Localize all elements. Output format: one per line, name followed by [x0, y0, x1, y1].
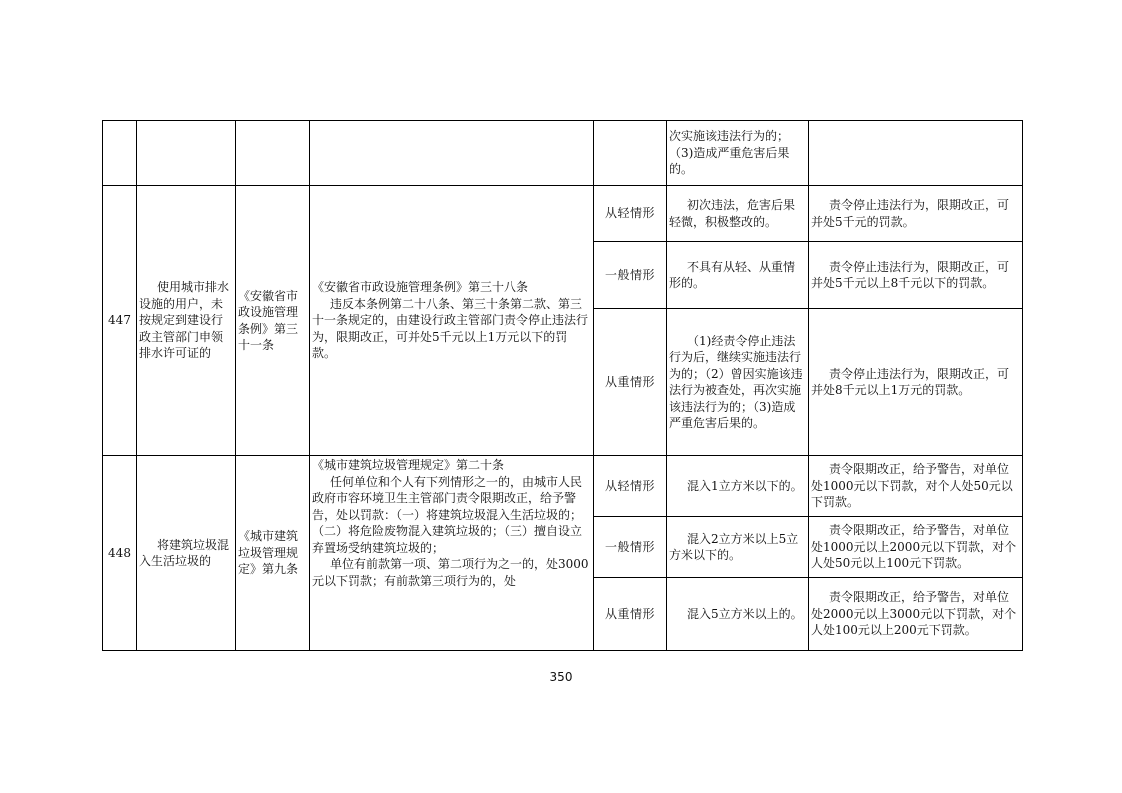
level-heavy: 从重情形: [594, 309, 667, 456]
row-number: 448: [103, 456, 137, 651]
level-general: 一般情形: [594, 242, 667, 309]
level-light: 从轻情形: [594, 186, 667, 242]
circumstance-heavy: （1)经责令停止违法行为后，继续实施违法行为的；（2）曾因实施该违法行为被查处，再次实施该违法行为的；（3)造成严重危害后果的。: [667, 309, 809, 456]
table-row-447-light: [103, 186, 1023, 242]
behavior-cell: [137, 121, 236, 186]
provision-title: 《安徽省市政设施管理条例》第三十八条: [312, 280, 529, 295]
penalty-cell: [809, 121, 1023, 186]
penalty-discretion-table: [102, 120, 1023, 651]
level-heavy: 从重情形: [594, 578, 667, 651]
number-cell: [103, 121, 137, 186]
penalty-general: 责令停止违法行为，限期改正，可并处5千元以上8千元以下的罚款。: [809, 242, 1023, 309]
table-row-continuation: [103, 121, 1023, 186]
table-row-448-light: [103, 456, 1023, 517]
penalty-heavy: 责令停止违法行为，限期改正，可并处8千元以上1万元的罚款。: [809, 309, 1023, 456]
illegal-behavior: 将建筑垃圾混入生活垃圾的: [137, 456, 236, 651]
level-general: 一般情形: [594, 517, 667, 578]
circumstance-light: 混入1立方米以下的。: [667, 456, 809, 517]
penalty-general: 责令限期改正，给予警告，对单位处1000元以上2000元以下罚款，对个人处50元以上100元下罚款。: [809, 517, 1023, 578]
level-light: 从轻情形: [594, 456, 667, 517]
provision-text: 违反本条例第二十八条、第三十条第二款、第三十一条规定的，由建设行政主管部门责令停止违法行为，限期改正，可并处5千元以上1万元以下的罚款。: [312, 296, 589, 361]
provision-title: 《城市建筑垃圾管理规定》第二十条: [312, 458, 505, 472]
circumstance-cell: 次实施该违法行为的；（3)造成严重危害后果的。: [667, 121, 809, 186]
illegal-behavior: 使用城市排水设施的用户，未按规定到建设行政主管部门申领排水许可证的: [137, 186, 236, 456]
circumstance-light: 初次违法，危害后果轻微，积极整改的。: [667, 186, 809, 242]
level-cell: [594, 121, 667, 186]
penalty-light: 责令停止违法行为，限期改正，可并处5千元的罚款。: [809, 186, 1023, 242]
law-cell: [310, 121, 594, 186]
legal-basis: 《安徽省市政设施管理条例》第三十一条: [236, 186, 310, 456]
circumstance-general: 混入2立方米以上5立方米以下的。: [667, 517, 809, 578]
provision-text: 任何单位和个人有下列情形之一的，由城市人民政府市容环境卫生主管部门责令限期改正，给予警告，处以罚款：（一）将建筑垃圾混入生活垃圾的；（二）将危险废物混入建筑垃圾的；（三）擅自设立弃置场受纳建筑垃圾的；: [312, 474, 583, 555]
penalty-light: 责令限期改正，给予警告，对单位处1000元以下罚款，对个人处50元以下罚款。: [809, 456, 1023, 517]
provision-text-continued: 单位有前款第一项、第二项行为之一的，处3000元以下罚款；有前款第三项行为的，处: [312, 557, 589, 588]
legal-basis: 《城市建筑垃圾管理规定》第九条: [236, 456, 310, 651]
basis-cell: [236, 121, 310, 186]
penalty-provision: [310, 186, 594, 456]
page-number: 350: [549, 670, 573, 684]
penalty-heavy: 责令限期改正，给予警告，对单位处2000元以上3000元以下罚款，对个人处100元以上200元下罚款。: [809, 578, 1023, 651]
penalty-provision: [310, 456, 594, 651]
row-number: 447: [103, 186, 137, 456]
circumstance-heavy: 混入5立方米以上的。: [667, 578, 809, 651]
circumstance-general: 不具有从轻、从重情形的。: [667, 242, 809, 309]
